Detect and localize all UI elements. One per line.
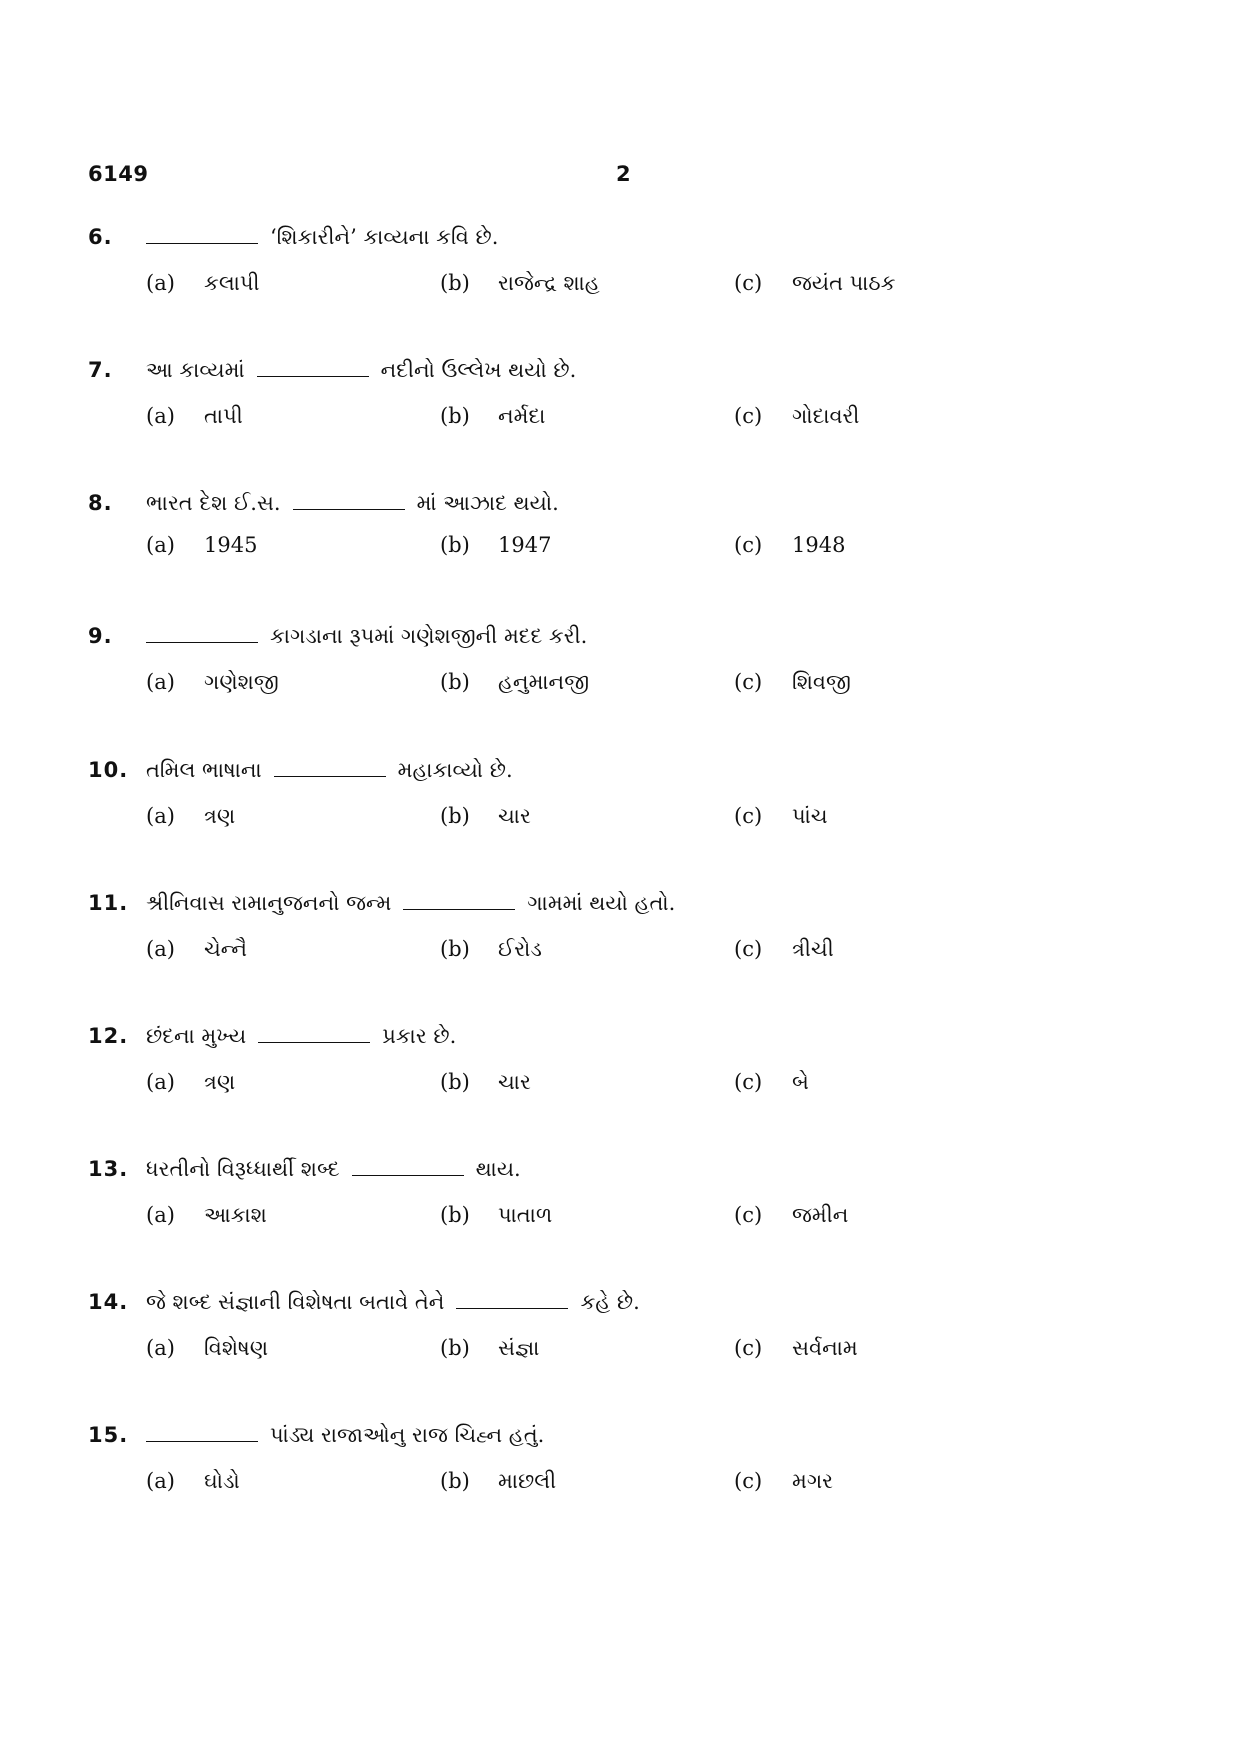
question-stem	[88, 1290, 1152, 1324]
question-text	[146, 225, 498, 249]
question-text	[146, 358, 576, 382]
question-text-before: ભારત દેશ ઈ.સ.	[146, 491, 281, 515]
option-text: ત્રણ	[204, 1070, 236, 1094]
question-number: 8.	[88, 491, 113, 515]
option-label: (b)	[440, 804, 470, 828]
option-label: (b)	[440, 533, 470, 557]
question-stem	[88, 358, 1152, 392]
option-a	[146, 271, 259, 303]
option-b	[440, 1469, 556, 1501]
option-a	[146, 1070, 235, 1102]
page-number: 2	[616, 162, 631, 186]
question-number: 9.	[88, 624, 113, 648]
option-a	[146, 804, 235, 836]
option-text: ગણેશજી	[204, 670, 279, 694]
option-b	[440, 670, 589, 702]
option-text: રાજેન્દ્ર શાહ	[498, 271, 600, 295]
page-header	[88, 162, 1152, 192]
option-text: નર્મદા	[498, 404, 546, 428]
option-a	[146, 533, 257, 565]
option-b	[440, 1336, 539, 1368]
option-text: 1945	[204, 533, 258, 557]
question-text-after: ‘શિકારીને’ કાવ્યના કવિ છે.	[270, 225, 499, 249]
option-c	[734, 937, 834, 969]
option-text: ચાર	[498, 804, 531, 828]
option-text: વિશેષણ	[204, 1336, 269, 1360]
question-text-before: આ કાવ્યમાં	[146, 358, 245, 382]
option-label: (c)	[734, 271, 763, 295]
option-label: (a)	[146, 1203, 175, 1227]
answer-blank	[456, 1290, 568, 1309]
question-stem	[88, 1024, 1152, 1058]
option-b	[440, 804, 531, 836]
question-text	[146, 1157, 521, 1181]
option-c	[734, 670, 851, 702]
option-label: (c)	[734, 1203, 763, 1227]
question-6	[88, 225, 1152, 325]
question-text-after: ગામમાં થયો હતો.	[527, 891, 676, 915]
option-label: (b)	[440, 1203, 470, 1227]
option-text: ચાર	[498, 1070, 531, 1094]
question-number: 10.	[88, 758, 129, 782]
option-b	[440, 404, 545, 436]
option-a	[146, 404, 243, 436]
question-text-before: જે શબ્દ સંજ્ઞાની વિશેષતા બતાવે તેને	[146, 1290, 445, 1314]
answer-blank	[403, 891, 515, 910]
question-text-before: શ્રીનિવાસ રામાનુજનનો જન્મ	[146, 891, 392, 915]
option-label: (b)	[440, 404, 470, 428]
question-stem	[88, 891, 1152, 925]
question-stem	[88, 758, 1152, 792]
answer-blank	[352, 1157, 464, 1176]
option-text: ઘોડો	[204, 1469, 240, 1493]
option-b	[440, 533, 551, 565]
option-text: કલાપી	[204, 271, 260, 295]
option-text: મગર	[792, 1469, 834, 1493]
option-text: પાંચ	[792, 804, 828, 828]
answer-blank	[257, 358, 369, 377]
option-label: (c)	[734, 670, 763, 694]
option-a	[146, 937, 247, 969]
question-number: 11.	[88, 891, 129, 915]
question-text	[146, 758, 513, 782]
question-text-before: છંદના મુખ્ય	[146, 1024, 247, 1048]
answer-blank	[146, 624, 258, 643]
option-b	[440, 937, 542, 969]
question-8	[88, 491, 1152, 591]
option-text: ઈરોડ	[498, 937, 542, 961]
option-label: (a)	[146, 804, 175, 828]
question-stem	[88, 624, 1152, 658]
answer-blank	[146, 225, 258, 244]
option-label: (c)	[734, 804, 763, 828]
option-label: (b)	[440, 1469, 470, 1493]
question-7	[88, 358, 1152, 458]
option-label: (c)	[734, 1070, 763, 1094]
question-text	[146, 1024, 456, 1048]
question-number: 12.	[88, 1024, 129, 1048]
question-12	[88, 1024, 1152, 1124]
option-a	[146, 670, 279, 702]
option-label: (a)	[146, 670, 175, 694]
option-text: ગોદાવરી	[792, 404, 860, 428]
option-label: (b)	[440, 271, 470, 295]
question-number: 13.	[88, 1157, 129, 1181]
option-text: સર્વનામ	[792, 1336, 858, 1360]
paper-code: 6149	[88, 162, 149, 186]
question-text-after: કહે છે.	[580, 1290, 640, 1314]
question-number: 15.	[88, 1423, 129, 1447]
question-stem	[88, 1423, 1152, 1457]
question-text-after: કાગડાના રૂપમાં ગણેશજીની મદદ કરી.	[270, 624, 588, 648]
option-label: (c)	[734, 1469, 763, 1493]
question-text	[146, 1290, 640, 1314]
question-text-before: તમિલ ભાષાના	[146, 758, 262, 782]
question-stem	[88, 491, 1152, 525]
answer-blank	[258, 1024, 370, 1043]
question-number: 14.	[88, 1290, 129, 1314]
question-stem	[88, 225, 1152, 259]
question-text	[146, 1423, 544, 1447]
option-label: (a)	[146, 1336, 175, 1360]
question-text-before: ધરતીનો વિરૂધ્ધાર્થી શબ્દ	[146, 1157, 340, 1181]
option-c	[734, 1336, 858, 1368]
question-15	[88, 1423, 1152, 1523]
question-text-after: પ્રકાર છે.	[382, 1024, 457, 1048]
option-c	[734, 1070, 809, 1102]
option-text: 1947	[498, 533, 552, 557]
option-text: 1948	[792, 533, 846, 557]
option-c	[734, 404, 859, 436]
option-a	[146, 1203, 267, 1235]
option-c	[734, 1203, 848, 1235]
option-text: જયંત પાઠક	[792, 271, 896, 295]
question-13	[88, 1157, 1152, 1257]
question-10	[88, 758, 1152, 858]
option-text: હનુમાનજી	[498, 670, 590, 694]
option-text: પાતાળ	[498, 1203, 553, 1227]
question-text	[146, 491, 559, 515]
option-label: (b)	[440, 670, 470, 694]
option-text: તાપી	[204, 404, 243, 428]
option-label: (a)	[146, 533, 175, 557]
option-text: શિવજી	[792, 670, 851, 694]
option-label: (a)	[146, 1469, 175, 1493]
option-a	[146, 1469, 240, 1501]
question-14	[88, 1290, 1152, 1390]
option-text: જમીન	[792, 1203, 849, 1227]
option-label: (a)	[146, 404, 175, 428]
question-text-after: નદીનો ઉલ્લેખ થયો છે.	[380, 358, 577, 382]
option-b	[440, 1070, 531, 1102]
option-label: (a)	[146, 271, 175, 295]
option-label: (c)	[734, 404, 763, 428]
answer-blank	[146, 1423, 258, 1442]
question-9	[88, 624, 1152, 724]
question-text-after: થાય.	[475, 1157, 521, 1181]
option-text: ત્રીચી	[792, 937, 834, 961]
question-text-after: પાંડ્ય રાજાઓનુ રાજ ચિહ્ન હતું.	[270, 1423, 545, 1447]
question-text-after: મહાકાવ્યો છે.	[397, 758, 513, 782]
option-b	[440, 271, 600, 303]
option-c	[734, 271, 896, 303]
option-c	[734, 1469, 833, 1501]
option-label: (a)	[146, 937, 175, 961]
option-b	[440, 1203, 552, 1235]
question-text	[146, 891, 675, 915]
question-stem	[88, 1157, 1152, 1191]
option-text: આકાશ	[204, 1203, 267, 1227]
option-text: માછલી	[498, 1469, 557, 1493]
option-label: (c)	[734, 533, 763, 557]
option-text: સંજ્ઞા	[498, 1336, 540, 1360]
option-label: (b)	[440, 1336, 470, 1360]
question-text-after: માં આઝાદ થયો.	[416, 491, 559, 515]
option-c	[734, 804, 828, 836]
question-11	[88, 891, 1152, 991]
option-label: (b)	[440, 937, 470, 961]
option-label: (c)	[734, 1336, 763, 1360]
option-label: (b)	[440, 1070, 470, 1094]
option-label: (c)	[734, 937, 763, 961]
question-number: 7.	[88, 358, 113, 382]
option-label: (a)	[146, 1070, 175, 1094]
answer-blank	[274, 758, 386, 777]
option-text: ચેન્નૈ	[204, 937, 247, 961]
option-text: ત્રણ	[204, 804, 236, 828]
option-text: બે	[792, 1070, 809, 1094]
answer-blank	[293, 491, 405, 510]
question-number: 6.	[88, 225, 113, 249]
question-text	[146, 624, 587, 648]
option-a	[146, 1336, 268, 1368]
option-c	[734, 533, 845, 565]
